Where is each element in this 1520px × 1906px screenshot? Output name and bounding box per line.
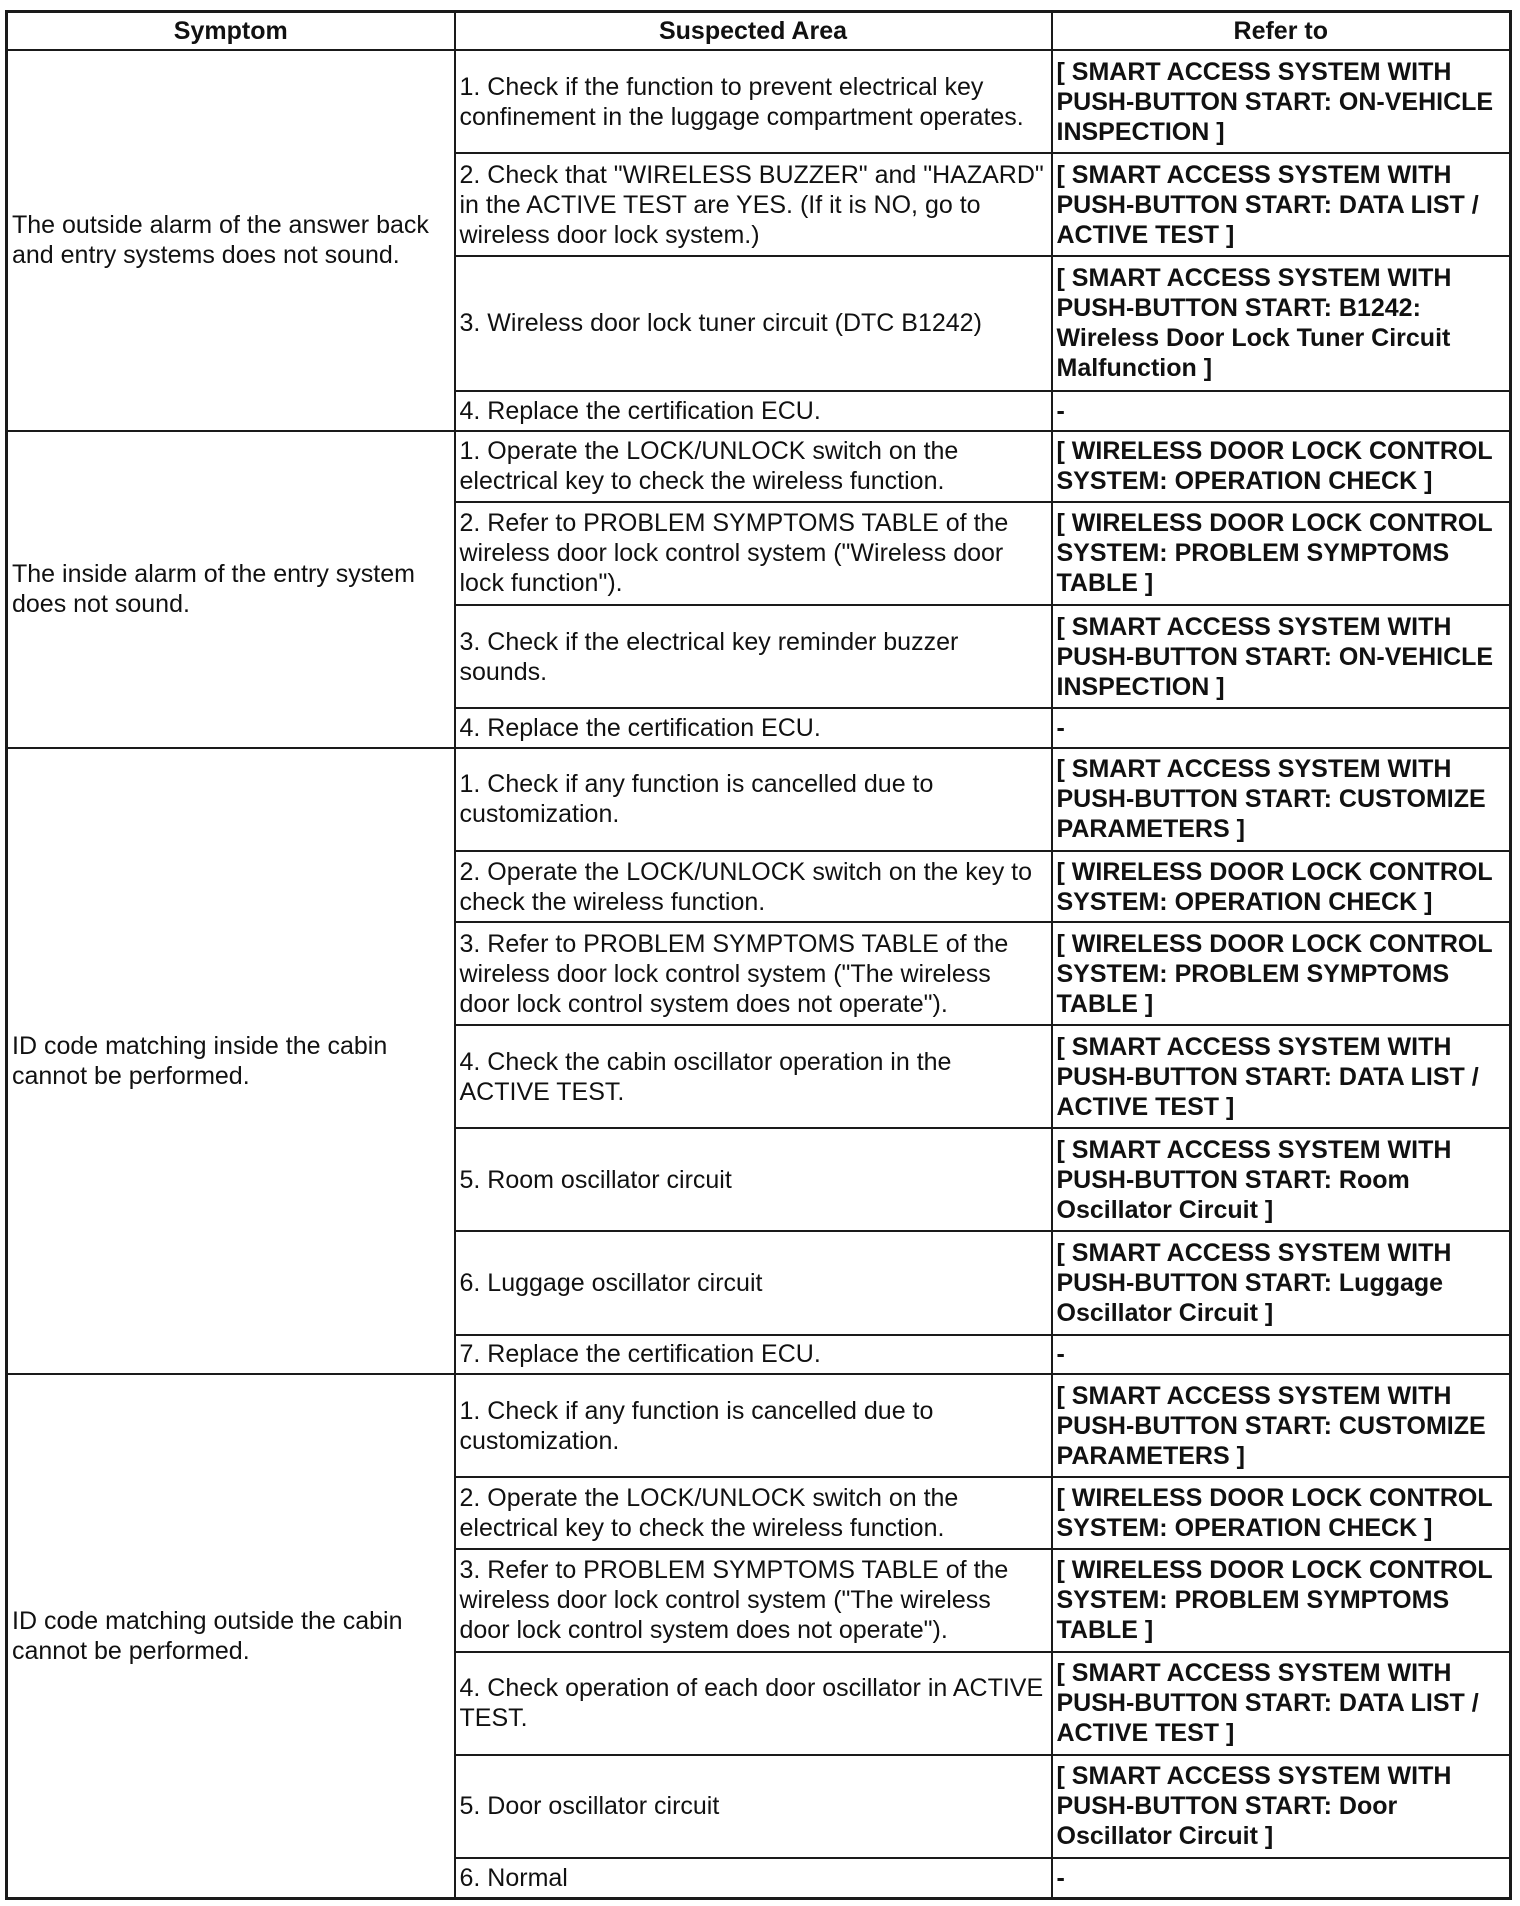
suspected-area-cell: 2. Operate the LOCK/UNLOCK switch on the key to check the wireless function. [455,851,1052,922]
header-suspected-area: Suspected Area [455,12,1052,51]
refer-to-cell: [ SMART ACCESS SYSTEM WITH PUSH-BUTTON START: ON-VEHICLE INSPECTION ] [1052,50,1511,153]
refer-to-cell: [ WIRELESS DOOR LOCK CONTROL SYSTEM: OPERATION CHECK ] [1052,431,1511,502]
header-refer-to: Refer to [1052,12,1511,51]
table-row [7,1374,1511,1477]
table-row [7,50,1511,153]
suspected-area-cell: 7. Replace the certification ECU. [455,1335,1052,1375]
refer-to-cell: [ SMART ACCESS SYSTEM WITH PUSH-BUTTON START: DATA LIST / ACTIVE TEST ] [1052,1652,1511,1755]
suspected-area-cell: 3. Refer to PROBLEM SYMPTOMS TABLE of the wireless door lock control system ("The wireless door lock control system does not operate"). [455,1549,1052,1652]
table-row [7,431,1511,502]
refer-to-cell: [ SMART ACCESS SYSTEM WITH PUSH-BUTTON START: Room Oscillator Circuit ] [1052,1128,1511,1231]
symptom-cell: ID code matching inside the cabin cannot be performed. [7,748,455,1374]
suspected-area-cell: 2. Operate the LOCK/UNLOCK switch on the electrical key to check the wireless function. [455,1477,1052,1548]
header-row [7,12,1511,51]
refer-to-cell: [ SMART ACCESS SYSTEM WITH PUSH-BUTTON START: B1242: Wireless Door Lock Tuner Circuit Malfunction ] [1052,256,1511,391]
suspected-area-cell: 1. Check if any function is cancelled due to customization. [455,748,1052,851]
refer-to-cell: [ SMART ACCESS SYSTEM WITH PUSH-BUTTON START: ON-VEHICLE INSPECTION ] [1052,605,1511,708]
header-symptom: Symptom [7,12,455,51]
suspected-area-cell: 4. Check the cabin oscillator operation in the ACTIVE TEST. [455,1025,1052,1128]
suspected-area-cell: 4. Replace the certification ECU. [455,708,1052,748]
table-body [7,50,1511,1899]
table-row [7,748,1511,851]
suspected-area-cell: 1. Check if the function to prevent electrical key confinement in the luggage compartment operates. [455,50,1052,153]
refer-to-cell: - [1052,1335,1511,1375]
suspected-area-cell: 1. Check if any function is cancelled due to customization. [455,1374,1052,1477]
refer-to-cell: [ SMART ACCESS SYSTEM WITH PUSH-BUTTON START: Luggage Oscillator Circuit ] [1052,1231,1511,1334]
refer-to-cell: - [1052,708,1511,748]
suspected-area-cell: 3. Check if the electrical key reminder buzzer sounds. [455,605,1052,708]
suspected-area-cell: 5. Door oscillator circuit [455,1755,1052,1858]
refer-to-cell: [ WIRELESS DOOR LOCK CONTROL SYSTEM: PROBLEM SYMPTOMS TABLE ] [1052,1549,1511,1652]
suspected-area-cell: 2. Check that "WIRELESS BUZZER" and "HAZARD" in the ACTIVE TEST are YES. (If it is NO, go to wireless door lock system.) [455,153,1052,256]
symptom-cell: The outside alarm of the answer back and entry systems does not sound. [7,50,455,431]
refer-to-cell: - [1052,1858,1511,1899]
suspected-area-cell: 5. Room oscillator circuit [455,1128,1052,1231]
refer-to-cell: [ WIRELESS DOOR LOCK CONTROL SYSTEM: PROBLEM SYMPTOMS TABLE ] [1052,922,1511,1025]
refer-to-cell: [ WIRELESS DOOR LOCK CONTROL SYSTEM: OPERATION CHECK ] [1052,851,1511,922]
suspected-area-cell: 3. Wireless door lock tuner circuit (DTC B1242) [455,256,1052,391]
refer-to-cell: [ SMART ACCESS SYSTEM WITH PUSH-BUTTON START: CUSTOMIZE PARAMETERS ] [1052,748,1511,851]
suspected-area-cell: 4. Replace the certification ECU. [455,391,1052,431]
suspected-area-cell: 6. Normal [455,1858,1052,1899]
suspected-area-cell: 6. Luggage oscillator circuit [455,1231,1052,1334]
symptom-cell: ID code matching outside the cabin cannot be performed. [7,1374,455,1898]
refer-to-cell: [ SMART ACCESS SYSTEM WITH PUSH-BUTTON START: CUSTOMIZE PARAMETERS ] [1052,1374,1511,1477]
suspected-area-cell: 1. Operate the LOCK/UNLOCK switch on the electrical key to check the wireless function. [455,431,1052,502]
symptom-cell: The inside alarm of the entry system does not sound. [7,431,455,748]
refer-to-cell: [ WIRELESS DOOR LOCK CONTROL SYSTEM: PROBLEM SYMPTOMS TABLE ] [1052,502,1511,605]
problem-symptoms-table [5,10,1512,1900]
refer-to-cell: [ SMART ACCESS SYSTEM WITH PUSH-BUTTON START: DATA LIST / ACTIVE TEST ] [1052,153,1511,256]
suspected-area-cell: 4. Check operation of each door oscillator in ACTIVE TEST. [455,1652,1052,1755]
refer-to-cell: [ SMART ACCESS SYSTEM WITH PUSH-BUTTON START: DATA LIST / ACTIVE TEST ] [1052,1025,1511,1128]
refer-to-cell: [ SMART ACCESS SYSTEM WITH PUSH-BUTTON START: Door Oscillator Circuit ] [1052,1755,1511,1858]
suspected-area-cell: 2. Refer to PROBLEM SYMPTOMS TABLE of the wireless door lock control system ("Wireless door lock function"). [455,502,1052,605]
refer-to-cell: - [1052,391,1511,431]
refer-to-cell: [ WIRELESS DOOR LOCK CONTROL SYSTEM: OPERATION CHECK ] [1052,1477,1511,1548]
suspected-area-cell: 3. Refer to PROBLEM SYMPTOMS TABLE of the wireless door lock control system ("The wireless door lock control system does not operate"). [455,922,1052,1025]
